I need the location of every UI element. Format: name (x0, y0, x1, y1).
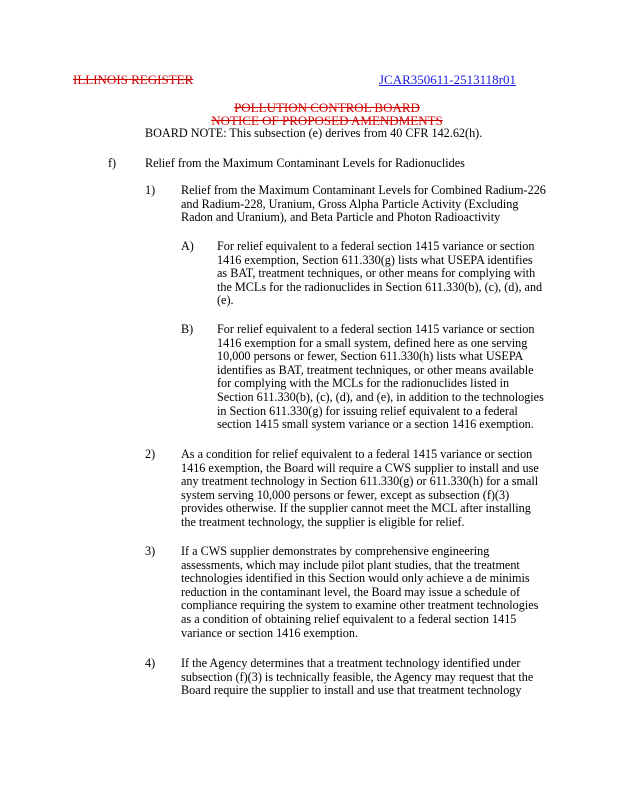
text-line: for complying with the MCLs for the radionuclides listed in (217, 376, 510, 391)
text-line: Board require the supplier to install and use that treatment technology (181, 683, 522, 698)
item-3-label: 3) (145, 544, 156, 558)
text-line: 1416 exemption, Section 611.330(g) lists what USEPA identifies (217, 252, 533, 267)
text-line: Section 611.330(b), (c), (d), and (e), in addition to the technologies (217, 389, 544, 404)
text-line: variance or section 1416 exemption. (181, 625, 358, 640)
text-line: assessments, which may include pilot plant studies, that the treatment (181, 557, 520, 572)
text-line: section 1415 small system variance or a section 1416 exemption. (217, 417, 534, 432)
text-line: 1416 exemption for a small system, defined here as one serving (217, 335, 528, 350)
text-line: the MCLs for the radionuclides in Section 611.330(b), (c), (d), and (217, 279, 543, 294)
text-line: identifies as BAT, treatment techniques, or other means available (217, 362, 534, 377)
subitem-b-text (217, 323, 587, 432)
text-line: subsection (f)(3) is technically feasible, the Agency may request that the (181, 669, 534, 684)
text-line: 10,000 persons or fewer, Section 611.330(h) lists what USEPA (217, 349, 524, 364)
notice-title: NOTICE OF PROPOSED AMENDMENTS (211, 113, 443, 128)
item-2-text (181, 448, 591, 530)
section-f-title: Relief from the Maximum Contaminant Levels for Radionuclides (145, 156, 465, 170)
board-note: BOARD NOTE: This subsection (e) derives from 40 CFR 142.62(h). (145, 126, 483, 140)
subitem-a-label: A) (181, 239, 194, 253)
item-1-label: 1) (145, 183, 156, 197)
section-f-label: f) (108, 156, 117, 170)
text-line: in Section 611.330(g) for issuing relief equivalent to a federal (217, 403, 518, 418)
subitem-b-label: B) (181, 322, 194, 336)
document-id-link[interactable]: JCAR350611-2513118r01 (379, 72, 516, 87)
text-line: As a condition for relief equivalent to a federal 1415 variance or section (181, 447, 533, 461)
text-line: technologies identified in this Section would only achieve a de minimis (181, 571, 530, 586)
item-2-label: 2) (145, 447, 156, 461)
register-header: ILLINOIS REGISTER (73, 72, 194, 87)
item-4-label: 4) (145, 656, 156, 670)
text-line: and Radium-228, Uranium, Gross Alpha Particle Activity (Excluding (181, 196, 519, 211)
text-line: For relief equivalent to a federal section 1415 variance or section (217, 322, 535, 336)
subitem-a-text (217, 240, 582, 308)
text-line: reduction in the contaminant level, the Board may issue a schedule of (181, 584, 521, 599)
agency-title: POLLUTION CONTROL BOARD (234, 100, 420, 115)
text-line: Relief from the Maximum Contaminant Levels for Combined Radium-226 (181, 183, 546, 197)
text-line: For relief equivalent to a federal section 1415 variance or section (217, 239, 535, 253)
text-line: as BAT, treatment techniques, or other means for complying with (217, 266, 536, 281)
text-line: system serving 10,000 persons or fewer, except as subsection (f)(3) (181, 487, 510, 502)
text-line: any treatment technology in Section 611.330(g) or 611.330(h) for a small (181, 474, 539, 489)
text-line: If the Agency determines that a treatment technology identified under (181, 656, 521, 670)
item-4-text (181, 657, 591, 698)
text-line: (e). (217, 293, 234, 308)
item-1-text (181, 184, 581, 225)
text-line: provides otherwise. If the supplier cannot meet the MCL after installing (181, 501, 531, 516)
text-line: compliance requiring the system to examine other treatment technologies (181, 598, 539, 613)
text-line: If a CWS supplier demonstrates by comprehensive engineering (181, 544, 490, 558)
text-line: the treatment technology, the supplier is eligible for relief. (181, 514, 465, 529)
text-line: Radon and Uranium), and Beta Particle and Photon Radioactivity (181, 210, 501, 225)
item-3-text (181, 545, 591, 640)
text-line: 1416 exemption, the Board will require a CWS supplier to install and use (181, 460, 539, 475)
text-line: as a condition of obtaining relief equivalent to a federal section 1415 (181, 611, 517, 626)
